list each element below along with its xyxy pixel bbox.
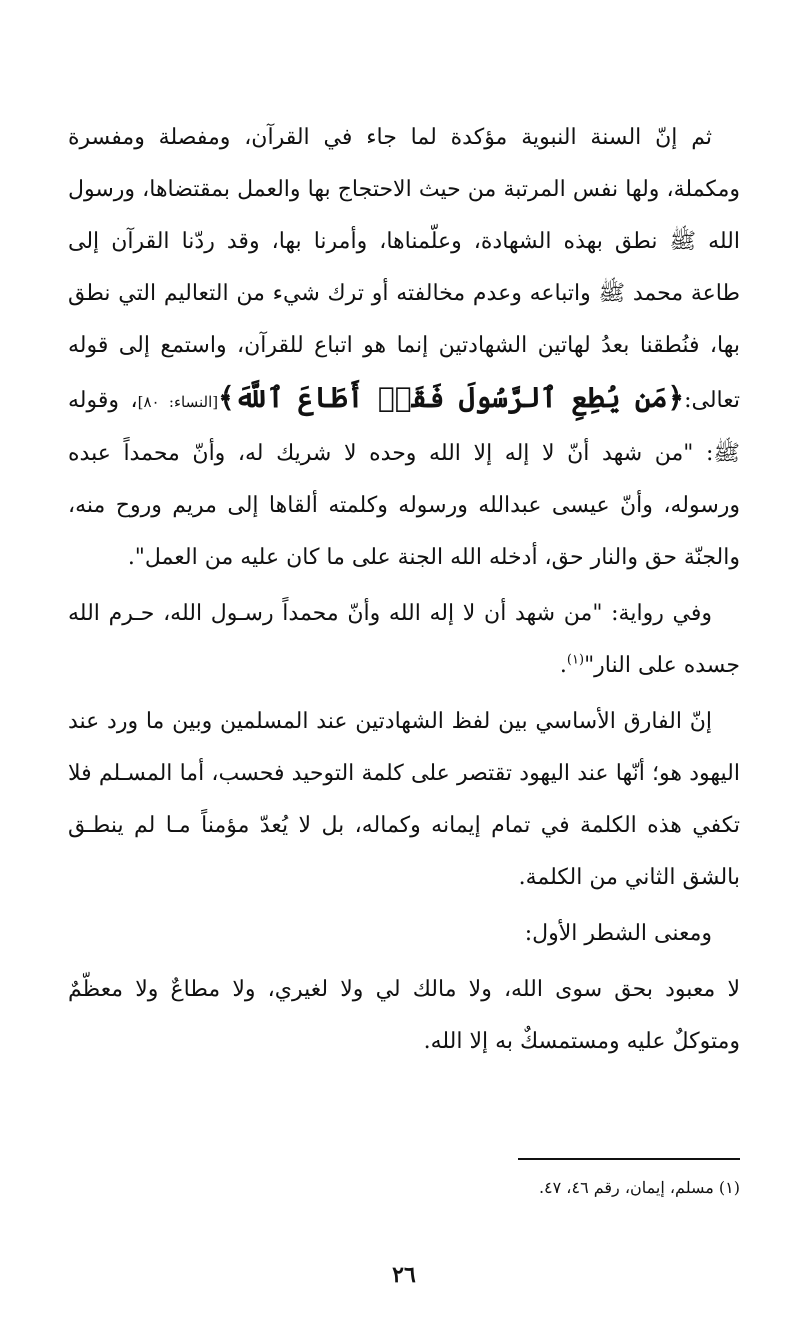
paragraph-2-text: وفي رواية: "من شهد أن لا إله الله وأنّ محمداً رسـول الله، حـرم الله جسده على النار" — [68, 601, 740, 678]
footnote-divider — [518, 1158, 740, 1160]
paragraph-4 — [68, 908, 740, 960]
paragraph-1-text-b: ، وقوله ﷺ: "من شهد أنّ لا إله إلا الله وحده لا شريك له، وأنّ محمداً عبده ورسوله، وأنّ عيسى عبدالله ورسوله وكلمته ألقاها إلى مريم وروح منه، والجنّة حق والنار حق، أدخله الله الجنة على ما كان عليه من العمل". — [68, 388, 740, 570]
page-number: ٢٦ — [392, 1262, 416, 1288]
verse-reference: [النساء: ٨٠] — [137, 393, 219, 411]
footnote-text: (١) مسلم، إيمان، رقم ٤٦، ٤٧. — [538, 1178, 740, 1197]
paragraph-1 — [68, 112, 740, 584]
main-text — [68, 112, 740, 1072]
paragraph-5-text: لا معبود بحق سوى الله، ولا مالك لي ولا لغيري، ولا مطاعٌ ولا معظّمٌ ومتوكلٌ عليه ومستمسكٌ به إلا الله. — [68, 977, 740, 1054]
quran-verse: ﴿مَن يُطِعِ ٱلرَّسُولَ فَقَدۡ أَطَاعَ ٱللَّهَ﴾ — [218, 381, 685, 414]
paragraph-2 — [68, 588, 740, 692]
paragraph-4-text: ومعنى الشطر الأول: — [524, 921, 712, 946]
footnote — [68, 1176, 740, 1200]
footnote-marker: (١) — [566, 652, 585, 668]
paragraph-2-end: . — [559, 653, 567, 678]
paragraph-3-text: إنّ الفارق الأساسي بين لفظ الشهادتين عند المسلمين وبين ما ورد عند اليهود هو؛ أنّها عند اليهود تقتصر على كلمة التوحيد فحسب، أما المسـلم فلا تكفي هذه الكلمة في تمام إيمانه وكماله، بل لا يُعدّ مؤمناً مـا لم ينطـق بالشق الثاني من الكلمة. — [68, 709, 740, 890]
paragraph-1-text-a: ثم إنّ السنة النبوية مؤكدة لما جاء في القرآن، ومفصلة ومفسرة ومكملة، ولها نفس المرتبة من حيث الاحتجاج بها والعمل بمقتضاها، ورسول الله ﷺ نطق بهذه الشهادة، وعلّمناها، وأمرنا بها، وقد ردّنا القرآن إلى طاعة محمد ﷺ واتباعه وعدم مخالفته أو ترك شيء من التعاليم التي نطق بها، فنُطقنا بعدُ لهاتين الشهادتين إنما هو اتباع للقرآن، واستمع إلى قوله تعالى: — [68, 125, 740, 413]
paragraph-3 — [68, 696, 740, 904]
paragraph-5 — [68, 964, 740, 1068]
